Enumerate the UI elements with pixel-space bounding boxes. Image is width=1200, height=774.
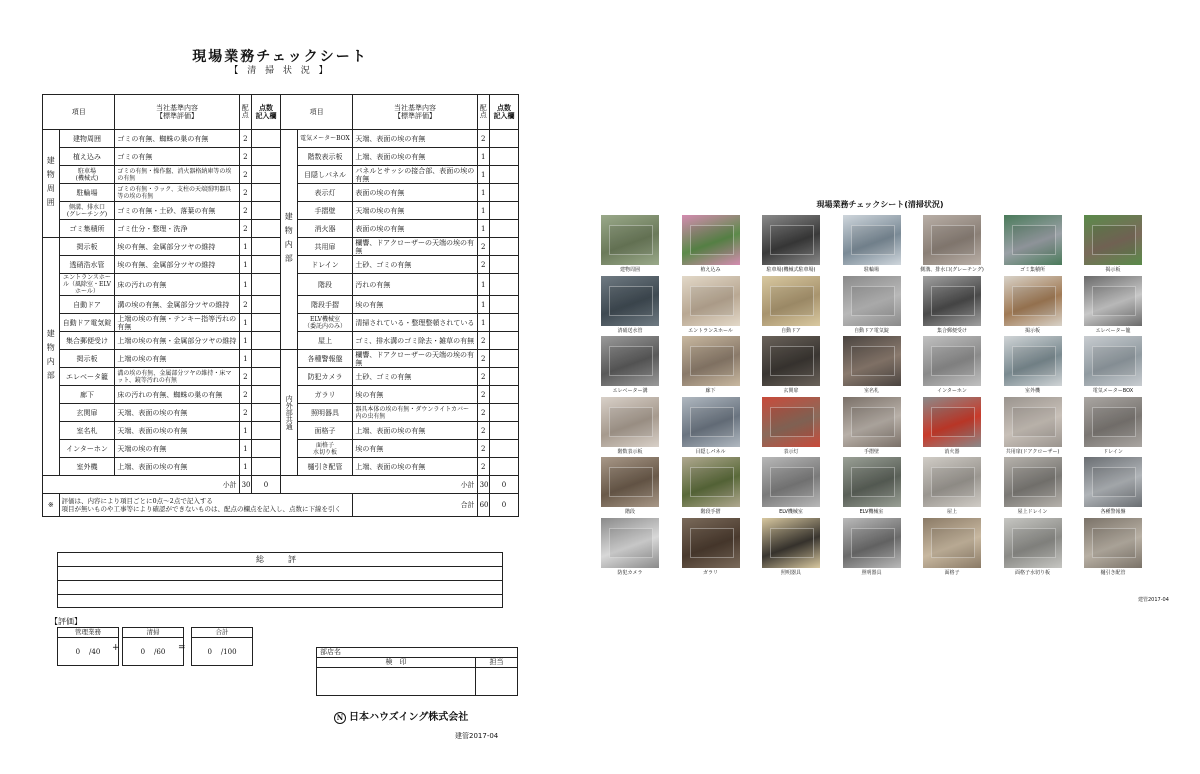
photo-label: エレベーター溝 — [612, 388, 648, 394]
item-name: 目隠しパネル — [297, 166, 353, 184]
photo-thumbnail — [762, 276, 820, 326]
review-line[interactable] — [58, 581, 502, 595]
photo-thumbnail — [762, 215, 820, 265]
category-indoor-right: 建物内部 — [280, 130, 297, 350]
points-value: 2 — [239, 130, 251, 148]
points-value: 2 — [477, 458, 489, 476]
item-name: 透硝浩水管 — [59, 256, 115, 274]
note-mark: ※ — [43, 494, 60, 517]
photo-thumbnail — [923, 276, 981, 326]
photo-thumbnail — [682, 215, 740, 265]
points-value: 1 — [477, 148, 489, 166]
item-name: 手摺壁 — [297, 202, 353, 220]
photo-thumbnail — [1004, 336, 1062, 386]
item-name: 階段手摺 — [297, 296, 353, 314]
photo-label: ドレイン — [1103, 448, 1123, 455]
points-value: 2 — [239, 148, 251, 166]
points-value: 1 — [239, 422, 251, 440]
score-input[interactable] — [489, 296, 518, 314]
store-name-label: 部店名 — [317, 648, 517, 658]
points-value: 2 — [477, 350, 489, 368]
standard-text: 上端の埃の有無・テンキー指等汚れの有無 — [115, 314, 239, 332]
points-value: 2 — [477, 130, 489, 148]
photo-label: 玄関扉 — [783, 388, 799, 394]
points-value: 1 — [477, 220, 489, 238]
item-name: 自動ドア — [59, 296, 115, 314]
points-value: 2 — [477, 386, 489, 404]
score-input[interactable] — [489, 458, 518, 476]
standard-text: 天端、表面の埃の有無 — [115, 404, 239, 422]
points-value: 2 — [239, 386, 251, 404]
eval-label: 管理業務 — [58, 628, 118, 638]
score-input[interactable] — [252, 332, 281, 350]
checksheet-left — [0, 0, 580, 774]
item-name: エレベータ籠 — [59, 368, 115, 386]
photo-label: 自動ドア電気錠 — [854, 327, 889, 334]
photo-label: 手摺壁 — [863, 448, 879, 455]
photo-thumbnail — [601, 215, 659, 265]
score-input[interactable] — [252, 256, 281, 274]
note-text: 評価は、内容により項目ごとに0点〜2点で記入する 項目が無いものや工事等により確認ができないものは、配点の欄点を記入し、点数に下線を引く — [59, 494, 353, 517]
photo-thumbnail — [682, 336, 740, 386]
subtotal-label: 小計 — [43, 476, 240, 494]
item-name: 防犯カメラ — [297, 368, 353, 386]
standard-text: 欄響、ドアクローザーの天端の埃の有無 — [353, 238, 477, 256]
company-name: N 日本ハウズイング株式会社 — [334, 708, 468, 724]
photo-thumbnail — [1084, 276, 1142, 326]
photo-label: 集合郵便受け — [936, 327, 967, 334]
photo-thumbnail — [843, 276, 901, 326]
standard-text: 埃の有無 — [353, 440, 477, 458]
photo-label: 階数表示板 — [617, 448, 643, 455]
standard-text: 床の汚れの有無、蜘蛛の巣の有無 — [115, 386, 239, 404]
points-value: 1 — [239, 458, 251, 476]
item-name: 共用扉 — [297, 238, 353, 256]
photo-thumbnail — [682, 518, 740, 568]
subtotal-max: 30 — [477, 476, 489, 494]
standard-text: ゴミの有無・ラック、支柱の天端照明器具等の埃の有無 — [115, 184, 239, 202]
total-max: 60 — [477, 494, 489, 517]
points-value: 2 — [239, 202, 251, 220]
score-input[interactable] — [489, 148, 518, 166]
points-value: 2 — [239, 296, 251, 314]
header-standard: 当社基準内容 【標準評価】 — [115, 95, 239, 130]
overall-review-box — [57, 552, 503, 608]
eval-label: 清掃 — [123, 628, 183, 638]
photo-thumbnail — [762, 336, 820, 386]
photo-label: 共用扉(ドアクローザー) — [1005, 448, 1060, 455]
score-input[interactable] — [489, 422, 518, 440]
points-value: 2 — [239, 220, 251, 238]
equals-operator: = — [178, 643, 186, 653]
item-name: 自動ドア電気錠 — [59, 314, 115, 332]
standard-text: 欄響、ドアクローザーの天端の埃の有無 — [353, 350, 477, 368]
standard-text: 溝の埃の有無、金属部分ツヤの維持・床マット、鏡等汚れの有無 — [115, 368, 239, 386]
photo-label: 面格子 — [944, 569, 960, 576]
item-name: 掲示板 — [59, 238, 115, 256]
score-input[interactable] — [252, 166, 281, 184]
eval-management-box — [57, 627, 119, 666]
score-input[interactable] — [252, 274, 281, 296]
score-input[interactable] — [489, 332, 518, 350]
standard-text: 埃の有無 — [353, 296, 477, 314]
points-value: 2 — [239, 404, 251, 422]
score-input[interactable] — [489, 166, 518, 184]
photo-thumbnail — [923, 397, 981, 447]
standard-text: 上端の埃の有無 — [115, 350, 239, 368]
photo-label: 植え込み — [700, 267, 721, 273]
photo-label: 階段手摺 — [700, 509, 721, 515]
points-value: 1 — [239, 314, 251, 332]
score-input[interactable] — [489, 256, 518, 274]
standard-text: 表面の埃の有無 — [353, 184, 477, 202]
photo-label: エレベーター籠 — [1095, 327, 1131, 334]
item-name: 電気メーターBOX — [297, 130, 353, 148]
photo-label: 照明器具 — [861, 569, 882, 576]
standard-text: 埃の有無、金属部分ツヤの維持 — [115, 238, 239, 256]
item-name: 面格子 — [297, 422, 353, 440]
photo-thumbnail — [1084, 518, 1142, 568]
photo-thumbnail — [923, 518, 981, 568]
photo-label: エントランスホール — [688, 327, 733, 334]
table-row — [43, 350, 519, 368]
item-name: 樋引き配管 — [297, 458, 353, 476]
photo-sheet-title: 現場業務チェックシート(清掃状況) — [816, 200, 944, 209]
points-value: 1 — [239, 332, 251, 350]
subtotal-label: 小計 — [280, 476, 477, 494]
standard-text: ゴミの有無 — [115, 148, 239, 166]
photo-thumbnail — [843, 336, 901, 386]
item-name: 屋上 — [297, 332, 353, 350]
item-name: エントランスホール（風除室・ELVホール） — [59, 274, 115, 296]
score-input[interactable] — [252, 148, 281, 166]
item-name: 側溝、排水口 (グレーチング) — [59, 202, 115, 220]
points-value: 1 — [477, 314, 489, 332]
photo-label: ゴミ集積所 — [1019, 267, 1045, 273]
standard-text: 溝の埃の有無、金属部分ツヤの維持 — [115, 296, 239, 314]
score-input[interactable] — [252, 386, 281, 404]
item-name: ELV機械室 （委託内のみ） — [297, 314, 353, 332]
subtotal-value: 0 — [252, 476, 281, 494]
points-value: 1 — [239, 440, 251, 458]
photo-label: 階段 — [624, 509, 635, 515]
standard-text: ゴミの有無、蜘蛛の巣の有無 — [115, 130, 239, 148]
score-input[interactable] — [252, 440, 281, 458]
review-title: 総 評 — [58, 553, 502, 567]
header-score: 点数 記入欄 — [489, 95, 518, 130]
score-input[interactable] — [252, 184, 281, 202]
points-value: 1 — [477, 296, 489, 314]
score-input[interactable] — [489, 350, 518, 368]
standard-text: ゴミの有無・土砂、落葉の有無 — [115, 202, 239, 220]
photo-label: 廊下 — [705, 388, 716, 394]
review-line[interactable] — [58, 567, 502, 581]
score-input[interactable] — [489, 274, 518, 296]
standard-text: 土砂、ゴミの有無 — [353, 368, 477, 386]
eval-value[interactable]: 0 /100 — [207, 648, 237, 656]
photo-thumbnail — [923, 336, 981, 386]
sheet-subtitle: 【 清 掃 状 況 】 — [229, 66, 331, 76]
check-table — [42, 94, 519, 517]
standard-text: 天端、表面の埃の有無 — [353, 130, 477, 148]
points-value: 2 — [477, 238, 489, 256]
standard-text: 天端、表面の埃の有無 — [115, 422, 239, 440]
total-value: 0 — [489, 494, 518, 517]
photo-label: 面格子水切り板 — [1014, 569, 1050, 576]
photo-label: 清硝送水管 — [617, 327, 643, 334]
photo-thumbnail — [601, 518, 659, 568]
item-name: 消火器 — [297, 220, 353, 238]
photo-thumbnail — [923, 215, 981, 265]
photo-thumbnail — [682, 276, 740, 326]
photo-label: 屋上 — [946, 509, 957, 515]
score-input[interactable] — [252, 368, 281, 386]
photo-sheet-code: 建管2017-04 — [1138, 597, 1169, 603]
score-input[interactable] — [489, 220, 518, 238]
standard-text: 表面の埃の有無 — [353, 220, 477, 238]
category-common: 内外部共通 — [280, 350, 297, 476]
photo-thumbnail — [843, 457, 901, 507]
photo-label: 掲示板 — [1024, 327, 1040, 334]
points-value: 1 — [239, 350, 251, 368]
points-value: 2 — [477, 440, 489, 458]
photo-label: インターホン — [937, 388, 967, 394]
points-value: 1 — [477, 202, 489, 220]
standard-text: 清掃されている・整理整頓されている — [353, 314, 477, 332]
standard-text: ゴミの有無・操作盤、消火器格納庫等の埃の有無 — [115, 166, 239, 184]
photo-thumbnail — [762, 397, 820, 447]
eval-total-box — [191, 627, 253, 666]
photo-label: ELV機械室 — [779, 509, 803, 515]
standard-text: 床の汚れの有無 — [115, 274, 239, 296]
header-item: 項目 — [43, 95, 115, 130]
photo-thumbnail — [843, 518, 901, 568]
standard-text: 上端、表面の埃の有無 — [353, 148, 477, 166]
score-input[interactable] — [252, 350, 281, 368]
item-name: 表示灯 — [297, 184, 353, 202]
points-value: 1 — [477, 166, 489, 184]
standard-text: 上端、表面の埃の有無 — [353, 458, 477, 476]
item-name: 廊下 — [59, 386, 115, 404]
photo-thumbnail — [762, 518, 820, 568]
score-input[interactable] — [489, 386, 518, 404]
photo-thumbnail — [682, 457, 740, 507]
photo-thumbnail — [601, 336, 659, 386]
photo-label: 自動ドア — [781, 327, 801, 334]
photo-thumbnail — [762, 457, 820, 507]
photo-thumbnail — [682, 397, 740, 447]
eval-label: 合計 — [192, 628, 252, 638]
photo-label: 防犯カメラ — [617, 569, 643, 576]
score-input[interactable] — [252, 314, 281, 332]
header-points: 配点 — [477, 95, 489, 130]
review-line[interactable] — [58, 595, 502, 607]
subtotal-row — [43, 476, 519, 494]
score-input[interactable] — [489, 314, 518, 332]
score-input[interactable] — [489, 184, 518, 202]
category-outdoor: 建物周囲 — [43, 130, 60, 238]
points-value: 2 — [477, 332, 489, 350]
photo-thumbnail — [1004, 457, 1062, 507]
points-value: 2 — [239, 166, 251, 184]
photo-thumbnail — [843, 215, 901, 265]
item-name: 玄関扉 — [59, 404, 115, 422]
item-name: 面格子 水切り板 — [297, 440, 353, 458]
item-name: 掲示板 — [59, 350, 115, 368]
photo-thumbnail — [601, 397, 659, 447]
item-name: ゴミ集積所 — [59, 220, 115, 238]
standard-text: 上端、表面の埃の有無 — [115, 458, 239, 476]
score-input[interactable] — [252, 404, 281, 422]
header-score: 点数 記入欄 — [252, 95, 281, 130]
standard-text: 天端の埃の有無 — [115, 440, 239, 458]
score-input[interactable] — [252, 202, 281, 220]
plus-operator: + — [112, 643, 120, 653]
photo-label: 屋上ドレイン — [1017, 509, 1048, 515]
photo-label: 建物周囲 — [619, 267, 640, 273]
item-name: 階数表示板 — [297, 148, 353, 166]
item-name: インターホン — [59, 440, 115, 458]
standard-text: ゴミ、排水溝のゴミ除去・雑草の有無 — [353, 332, 477, 350]
points-value: 2 — [477, 422, 489, 440]
points-value: 2 — [477, 256, 489, 274]
standard-text: 上端、表面の埃の有無 — [353, 422, 477, 440]
category-indoor: 建物内部 — [43, 238, 60, 476]
standard-text: 汚れの有無 — [353, 274, 477, 296]
photo-thumbnail — [1084, 336, 1142, 386]
photo-label: 掲示板 — [1105, 267, 1121, 273]
item-name: 室外機 — [59, 458, 115, 476]
photo-label: ガラリ — [702, 569, 718, 576]
photo-label: 駐輪場 — [863, 267, 879, 273]
total-label: 合計 — [353, 494, 477, 517]
form-code: 建管2017-04 — [455, 732, 499, 740]
score-input[interactable] — [489, 238, 518, 256]
eval-value[interactable]: 0 /40 — [75, 648, 101, 656]
standard-text: ゴミ仕分・整理・洗浄 — [115, 220, 239, 238]
item-name: 室名札 — [59, 422, 115, 440]
points-value: 2 — [239, 184, 251, 202]
photo-label: 消火器 — [944, 448, 960, 455]
score-input[interactable] — [252, 458, 281, 476]
item-name: 階段 — [297, 274, 353, 296]
points-value: 1 — [239, 256, 251, 274]
photo-label: 室外機 — [1024, 388, 1040, 394]
standard-text: 上端の埃の有無・金属部分ツヤの維持 — [115, 332, 239, 350]
points-value: 1 — [239, 274, 251, 296]
item-name: 各種警報盤 — [297, 350, 353, 368]
item-name: 駐車場 (機械式) — [59, 166, 115, 184]
photo-label: 樋引き配管 — [1100, 569, 1126, 576]
note-row — [43, 494, 519, 517]
sheet-title: 現場業務チェックシート — [192, 49, 368, 65]
photo-label: 電気メーターBOX — [1092, 388, 1134, 394]
photo-label: 室名札 — [863, 388, 879, 394]
photo-thumbnail — [1004, 215, 1062, 265]
photo-thumbnail — [601, 276, 659, 326]
points-value: 1 — [239, 238, 251, 256]
photo-label: 表示灯 — [783, 448, 799, 455]
photo-thumbnail — [1084, 215, 1142, 265]
item-name: ドレイン — [297, 256, 353, 274]
table-row — [43, 130, 519, 148]
company-logo-icon: N — [334, 712, 346, 724]
header-standard: 当社基準内容 【標準評価】 — [353, 95, 477, 130]
points-value: 1 — [477, 274, 489, 296]
eval-cleaning-box — [122, 627, 184, 666]
score-input[interactable] — [489, 404, 518, 422]
item-name: 植え込み — [59, 148, 115, 166]
score-input[interactable] — [489, 130, 518, 148]
points-value: 2 — [477, 404, 489, 422]
score-input[interactable] — [252, 220, 281, 238]
photo-label: 各種警報盤 — [1100, 509, 1126, 515]
score-input[interactable] — [489, 368, 518, 386]
photo-label: 目隠しパネル — [695, 448, 726, 455]
standard-text: 埃の有無 — [353, 386, 477, 404]
score-input[interactable] — [252, 422, 281, 440]
eval-value[interactable]: 0 /60 — [140, 648, 166, 656]
photo-label: ELV機械室 — [859, 509, 884, 515]
person-label: 担当 — [489, 658, 504, 666]
score-input[interactable] — [489, 202, 518, 220]
subtotal-max: 30 — [239, 476, 251, 494]
points-value: 1 — [477, 184, 489, 202]
header-points: 配点 — [239, 95, 251, 130]
photo-thumbnail — [843, 397, 901, 447]
item-name: 照明器具 — [297, 404, 353, 422]
inspect-label: 検 印 — [317, 658, 476, 667]
standard-text: 土砂、ゴミの有無 — [353, 256, 477, 274]
subtotal-value: 0 — [489, 476, 518, 494]
score-input[interactable] — [252, 238, 281, 256]
standard-text: 天端の埃の有無 — [353, 202, 477, 220]
score-input[interactable] — [252, 296, 281, 314]
standard-text: 器具本体の埃の有無・ダウンライトカバー内の虫有無 — [353, 404, 477, 422]
photo-thumbnail — [1004, 397, 1062, 447]
photo-thumbnail — [601, 457, 659, 507]
photo-label: 駐車場(機械式駐車場) — [766, 267, 816, 273]
points-value: 2 — [239, 368, 251, 386]
photo-thumbnail — [923, 457, 981, 507]
score-input[interactable] — [252, 130, 281, 148]
photo-thumbnail — [1004, 276, 1062, 326]
score-input[interactable] — [489, 440, 518, 458]
photo-thumbnail — [1004, 518, 1062, 568]
item-name: 駐輪場 — [59, 184, 115, 202]
item-name: ガラリ — [297, 386, 353, 404]
photo-label: 側溝、排水口(グレーチング) — [920, 267, 984, 273]
stamp-box — [316, 647, 518, 696]
points-value: 2 — [477, 368, 489, 386]
photo-label: 照明器具 — [780, 569, 801, 576]
standard-text: 埃の有無、金属部分ツヤの維持 — [115, 256, 239, 274]
photo-thumbnail — [1084, 397, 1142, 447]
item-name: 建物周囲 — [59, 130, 115, 148]
photo-thumbnail — [1084, 457, 1142, 507]
item-name: 集合郵便受け — [59, 332, 115, 350]
evaluation-title: 【評価】 — [50, 617, 82, 626]
header-item: 項目 — [280, 95, 352, 130]
standard-text: パネルとサッシの接合部、表面の埃の有無 — [353, 166, 477, 184]
